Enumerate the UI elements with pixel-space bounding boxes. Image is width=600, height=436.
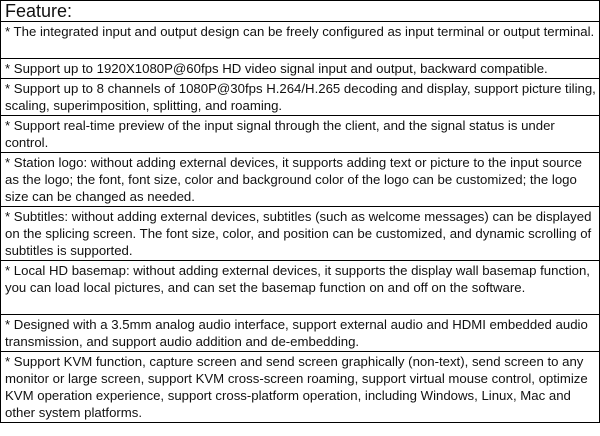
feature-item-preview: * Support real-time preview of the input signal through the client, and the signal status is under control. [1, 116, 599, 153]
feature-item-station-logo: * Station logo: without adding external devices, it supports adding text or picture to the input source as the logo; the font, font size, color and background color of the logo can be customized; the logo size can be changed as needed. [1, 153, 599, 207]
feature-heading: Feature: [1, 1, 599, 22]
feature-item-io-design: * The integrated input and output design can be freely configured as input terminal or output terminal. [1, 22, 599, 59]
feature-item-hd-video: * Support up to 1920X1080P@60fps HD video signal input and output, backward compatible. [1, 59, 599, 79]
feature-item-audio: * Designed with a 3.5mm analog audio interface, support external audio and HDMI embedded audio transmission, and support audio addition and de-embedding. [1, 315, 599, 352]
feature-item-decoding: * Support up to 8 channels of 1080P@30fps H.264/H.265 decoding and display, support picture tiling, scaling, superimposition, splitting, and roaming. [1, 79, 599, 116]
feature-item-subtitles: * Subtitles: without adding external devices, subtitles (such as welcome messages) can be displayed on the splicing screen. The font size, color, and position can be customized, and dynamic scrolling of subtitles is supported. [1, 207, 599, 261]
feature-item-basemap: * Local HD basemap: without adding external devices, it supports the display wall basemap function, you can load local pictures, and can set the basemap function on and off on the software. [1, 261, 599, 315]
feature-item-kvm: * Support KVM function, capture screen and send screen graphically (non-text), send screen to any monitor or large screen, support KVM cross-screen roaming, support virtual mouse control, optimize KVM operation experience, support cross-platform operation, including Windows, Linux, Mac and other system platforms. [5, 354, 588, 420]
